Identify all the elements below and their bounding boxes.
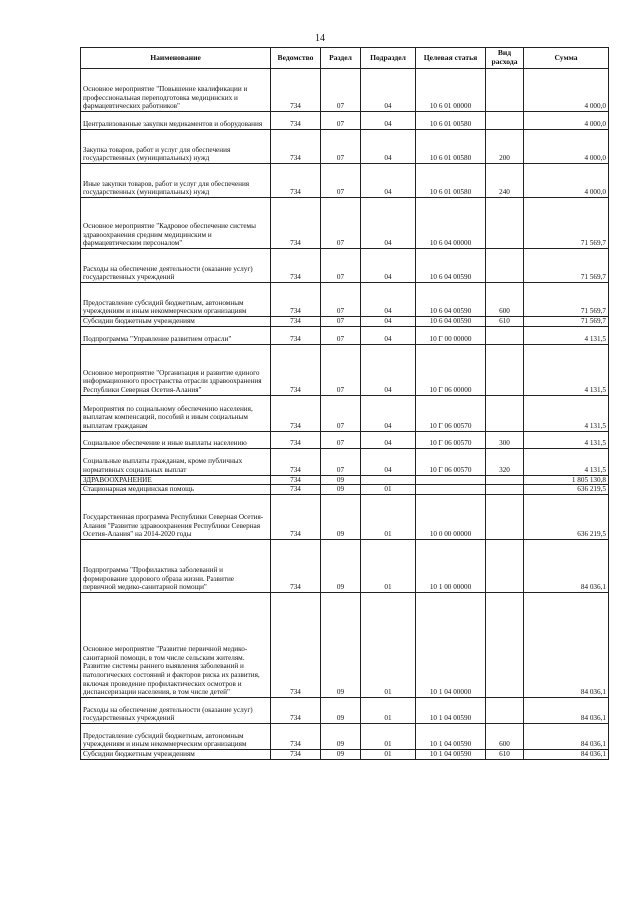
row-department: 734 (271, 475, 321, 485)
row-expense-kind (486, 326, 524, 344)
row-sum: 4 000,0 (524, 112, 609, 130)
row-expense-kind (486, 198, 524, 249)
row-name: Иные закупки товаров, работ и услуг для обеспечения государственных (муниципальных) нужд (81, 164, 271, 198)
row-name: Социальные выплаты гражданам, кроме публичных нормативных социальных выплат (81, 448, 271, 475)
row-sum: 1 805 130,8 (524, 475, 609, 485)
row-subsection: 04 (361, 344, 416, 395)
row-target-item: 10 0 00 00000 (416, 494, 486, 539)
row-sum: 84 036,1 (524, 539, 609, 592)
row-expense-kind: 610 (486, 749, 524, 759)
header-name: Наименование (81, 48, 271, 69)
table-row (81, 749, 609, 759)
row-name: Государственная программа Республики Северная Осетия-Алания "Развитие здравоохранения Республики Северная Осетия-Алания" на 2014-2020 годы (81, 494, 271, 539)
row-sum: 71 569,7 (524, 317, 609, 327)
row-section: 07 (321, 448, 361, 475)
row-section: 09 (321, 723, 361, 749)
row-sum: 4 131,5 (524, 344, 609, 395)
row-section: 09 (321, 539, 361, 592)
row-section: 09 (321, 494, 361, 539)
row-target-item: 10 6 01 00580 (416, 130, 486, 164)
table-row (81, 475, 609, 485)
row-department: 734 (271, 283, 321, 317)
row-department: 734 (271, 494, 321, 539)
row-department: 734 (271, 249, 321, 283)
table-row (81, 112, 609, 130)
row-department: 734 (271, 69, 321, 112)
table-row (81, 198, 609, 249)
row-name: Основное мероприятие "Организация и развитие единого информационного пространства отрасли здравоохранения Республики Северная Осетия-Алания" (81, 344, 271, 395)
table-row (81, 283, 609, 317)
row-sum: 4 000,0 (524, 69, 609, 112)
row-subsection: 04 (361, 326, 416, 344)
row-target-item: 10 6 01 00580 (416, 112, 486, 130)
row-target-item: 10 1 00 00000 (416, 539, 486, 592)
row-department: 734 (271, 344, 321, 395)
row-expense-kind (486, 539, 524, 592)
row-department: 734 (271, 112, 321, 130)
row-name: Основное мероприятие "Повышение квалификации и профессиональная переподготовка медицинских и фармацевтических работников" (81, 69, 271, 112)
row-subsection (361, 475, 416, 485)
row-department: 734 (271, 448, 321, 475)
row-expense-kind: 600 (486, 283, 524, 317)
row-subsection: 01 (361, 494, 416, 539)
row-sum: 71 569,7 (524, 198, 609, 249)
table-body (81, 69, 609, 760)
row-target-item: 10 6 01 00000 (416, 69, 486, 112)
row-target-item: 10 6 04 00590 (416, 283, 486, 317)
row-subsection: 04 (361, 283, 416, 317)
row-name: Мероприятия по социальному обеспечению населения, выплатам компенсаций, пособий и иным социальным выплатам гражданам (81, 395, 271, 431)
row-expense-kind (486, 249, 524, 283)
row-name: Подпрограмма "Профилактика заболеваний и формирование здорового образа жизни. Развитие первичной медико-санитарной помощи" (81, 539, 271, 592)
row-subsection: 01 (361, 539, 416, 592)
row-section: 07 (321, 317, 361, 327)
row-expense-kind (486, 395, 524, 431)
row-section: 07 (321, 395, 361, 431)
header-target-item: Целевая статья (416, 48, 486, 69)
row-expense-kind (486, 112, 524, 130)
row-target-item: 10 Г 06 00570 (416, 395, 486, 431)
row-sum: 4 000,0 (524, 130, 609, 164)
row-expense-kind (486, 69, 524, 112)
row-section: 07 (321, 431, 361, 448)
row-name: Закупка товаров, работ и услуг для обеспечения государственных (муниципальных) нужд (81, 130, 271, 164)
row-expense-kind (486, 475, 524, 485)
table-row (81, 69, 609, 112)
table-row (81, 130, 609, 164)
row-subsection: 04 (361, 448, 416, 475)
row-expense-kind: 610 (486, 317, 524, 327)
row-target-item (416, 475, 486, 485)
row-target-item (416, 485, 486, 495)
row-expense-kind: 300 (486, 431, 524, 448)
row-subsection: 04 (361, 317, 416, 327)
row-name: Субсидии бюджетным учреждениям (81, 317, 271, 327)
table-row (81, 448, 609, 475)
row-subsection: 04 (361, 198, 416, 249)
row-target-item: 10 Г 06 00000 (416, 344, 486, 395)
row-subsection: 04 (361, 164, 416, 198)
row-sum: 4 000,0 (524, 164, 609, 198)
table-row (81, 697, 609, 723)
row-name: Предоставление субсидий бюджетным, автономным учреждениям и иным некоммерческим организациям (81, 723, 271, 749)
row-name: Основное мероприятие "Развитие первичной медико-санитарной помощи, в том числе сельским жителям. Развитие системы раннего выявления заболеваний и патологических состояний и факторов риска их развития, включая проведение профилактических осмотров и диспансеризации населения, в том числе детей" (81, 592, 271, 697)
row-target-item: 10 Г 06 00570 (416, 431, 486, 448)
row-name: Предоставление субсидий бюджетным, автономным учреждениям и иным некоммерческим организациям (81, 283, 271, 317)
row-expense-kind: 240 (486, 164, 524, 198)
row-target-item: 10 6 04 00590 (416, 249, 486, 283)
row-department: 734 (271, 431, 321, 448)
row-section: 09 (321, 485, 361, 495)
row-subsection: 04 (361, 69, 416, 112)
row-section: 07 (321, 283, 361, 317)
row-section: 07 (321, 130, 361, 164)
row-expense-kind (486, 485, 524, 495)
row-section: 07 (321, 164, 361, 198)
row-target-item: 10 Г 00 00000 (416, 326, 486, 344)
row-department: 734 (271, 697, 321, 723)
row-target-item: 10 1 04 00590 (416, 697, 486, 723)
row-name: Расходы на обеспечение деятельности (оказание услуг) государственных учреждений (81, 697, 271, 723)
row-name: Субсидии бюджетным учреждениям (81, 749, 271, 759)
row-subsection: 01 (361, 697, 416, 723)
row-subsection: 04 (361, 249, 416, 283)
row-section: 07 (321, 112, 361, 130)
row-department: 734 (271, 723, 321, 749)
table-row (81, 344, 609, 395)
header-department: Ведомство (271, 48, 321, 69)
row-name: Централизованные закупки медикаментов и оборудования (81, 112, 271, 130)
row-subsection: 01 (361, 485, 416, 495)
row-sum: 4 131,5 (524, 431, 609, 448)
row-department: 734 (271, 130, 321, 164)
row-department: 734 (271, 749, 321, 759)
row-sum: 4 131,5 (524, 395, 609, 431)
row-subsection: 04 (361, 395, 416, 431)
header-expense-kind: Вид расхода (486, 48, 524, 69)
budget-table (80, 47, 609, 760)
row-sum: 84 036,1 (524, 697, 609, 723)
row-department: 734 (271, 326, 321, 344)
row-target-item: 10 1 04 00000 (416, 592, 486, 697)
table-row (81, 723, 609, 749)
row-subsection: 01 (361, 749, 416, 759)
table-row (81, 592, 609, 697)
row-sum: 636 219,5 (524, 485, 609, 495)
row-department: 734 (271, 198, 321, 249)
header-sum: Сумма (524, 48, 609, 69)
header-subsection: Подраздел (361, 48, 416, 69)
row-department: 734 (271, 395, 321, 431)
row-expense-kind: 320 (486, 448, 524, 475)
row-department: 734 (271, 539, 321, 592)
row-subsection: 04 (361, 130, 416, 164)
row-sum: 636 219,5 (524, 494, 609, 539)
row-sum: 71 569,7 (524, 249, 609, 283)
row-sum: 84 036,1 (524, 592, 609, 697)
row-sum: 84 036,1 (524, 749, 609, 759)
table-row (81, 539, 609, 592)
row-expense-kind (486, 494, 524, 539)
row-expense-kind: 600 (486, 723, 524, 749)
row-department: 734 (271, 592, 321, 697)
row-expense-kind (486, 344, 524, 395)
row-section: 07 (321, 249, 361, 283)
table-header-row (81, 48, 609, 69)
table-row (81, 395, 609, 431)
row-section: 07 (321, 69, 361, 112)
table-row (81, 431, 609, 448)
table-row (81, 249, 609, 283)
row-department: 734 (271, 164, 321, 198)
row-sum: 4 131,5 (524, 448, 609, 475)
row-section: 07 (321, 344, 361, 395)
row-section: 09 (321, 592, 361, 697)
row-subsection: 01 (361, 723, 416, 749)
row-sum: 4 131,5 (524, 326, 609, 344)
row-name: Стационарная медицинская помощь (81, 485, 271, 495)
row-name: Расходы на обеспечение деятельности (оказание услуг) государственных учреждений (81, 249, 271, 283)
table-row (81, 164, 609, 198)
table-row (81, 485, 609, 495)
row-target-item: 10 Г 06 00570 (416, 448, 486, 475)
row-section: 09 (321, 749, 361, 759)
row-target-item: 10 6 04 00590 (416, 317, 486, 327)
header-section: Раздел (321, 48, 361, 69)
row-target-item: 10 1 04 00590 (416, 723, 486, 749)
row-expense-kind: 200 (486, 130, 524, 164)
row-expense-kind (486, 697, 524, 723)
table-row (81, 326, 609, 344)
row-section: 09 (321, 475, 361, 485)
row-name: ЗДРАВООХРАНЕНИЕ (81, 475, 271, 485)
page-number: 14 (315, 33, 325, 44)
row-sum: 84 036,1 (524, 723, 609, 749)
row-target-item: 10 6 01 00580 (416, 164, 486, 198)
row-sum: 71 569,7 (524, 283, 609, 317)
row-name: Основное мероприятие "Кадровое обеспечение системы здравоохранения средним медицинским и фармацевтическим персоналом" (81, 198, 271, 249)
row-expense-kind (486, 592, 524, 697)
row-name: Социальное обеспечение и иные выплаты населению (81, 431, 271, 448)
table-row (81, 494, 609, 539)
table-row (81, 317, 609, 327)
row-name: Подпрограмма "Управление развитием отрасли" (81, 326, 271, 344)
row-department: 734 (271, 485, 321, 495)
row-section: 07 (321, 326, 361, 344)
row-section: 07 (321, 198, 361, 249)
row-section: 09 (321, 697, 361, 723)
row-subsection: 01 (361, 592, 416, 697)
row-subsection: 04 (361, 112, 416, 130)
row-department: 734 (271, 317, 321, 327)
row-target-item: 10 6 04 00000 (416, 198, 486, 249)
row-subsection: 04 (361, 431, 416, 448)
row-target-item: 10 1 04 00590 (416, 749, 486, 759)
